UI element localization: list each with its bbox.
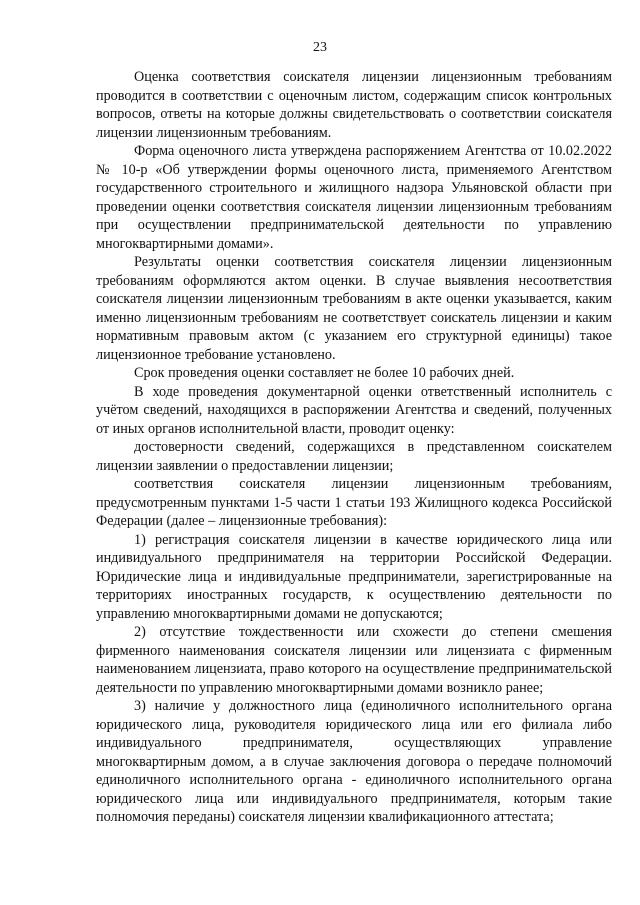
list-item-requirement-3: 3) наличие у должностного лица (единоличного исполнительного органа юридического лица, руководителя юридического лица или его филиала либо индивидуального предпринимателя, осуществляющих управление многоквартирным домом, а в случае заключения договора о передаче полномочий единоличного исполнительного органа - единоличного исполнительного органа юридического лица или индивидуального предпринимателя, которым такие полномочия переданы) соискателя лицензии квалификационного аттестата; — [96, 698, 612, 825]
paragraph-assessment-checklist: Оценка соответствия соискателя лицензии лицензионным требованиям проводится в соответствии с оценочным листом, содержащим список контрольных вопросов, ответы на которые должны свидетельствовать о соответствии соискателя лицензии лицензионным требованиям. — [96, 69, 612, 141]
paragraph-checklist-form: Форма оценочного листа утверждена распоряжением Агентства от 10.02.2022 № 10-р «Об утверждении формы оценочного листа, применяемого Агентством государственного строительного и жилищного надзора Ульяновской области при проведении оценки соответствия соискателя лицензии лицензионным требованиям при осуществлении предпринимательской деятельности по управлению многоквартирными домами». — [96, 143, 612, 252]
paragraph-reliability-check: достоверности сведений, содержащихся в представленном соискателем лицензии заявлении о предоставлении лицензии; — [96, 439, 612, 474]
list-item-requirement-1: 1) регистрация соискателя лицензии в качестве юридического лица или индивидуального предпринимателя на территории Российской Федерации. Юридические лица и индивидуальные предприниматели, зарегистрированные на территориях иностранных государств, к осуществлению деятельности по управлению многоквартирными домами не допускаются; — [96, 531, 612, 622]
page-number: 23 — [313, 40, 327, 55]
paragraph-documentary-assessment: В ходе проведения документарной оценки ответственный исполнитель с учётом сведений, находящихся в распоряжении Агентства и сведений, полученных от иных органов исполнительной власти, проводит оценку: — [96, 383, 612, 437]
paragraph-compliance-check: соответствия соискателя лицензии лицензионным требованиям, предусмотренным пунктами 1-5 части 1 статьи 193 Жилищного кодекса Российской Федерации (далее – лицензионные требования): — [96, 476, 612, 529]
paragraph-assessment-term: Срок проведения оценки составляет не более 10 рабочих дней. — [134, 365, 515, 381]
document-body — [96, 68, 612, 827]
paragraph-assessment-results: Результаты оценки соответствия соискателя лицензии лицензионным требованиям оформляются актом оценки. В случае выявления несоответствия соискателя лицензии лицензионным требованиям в акте оценки указывается, каким именно лицензионным требованиям не соответствует соискатель лицензии и каким нормативным правовым актом (с указанием его структурной единицы) такое лицензионное требование установлено. — [96, 254, 612, 363]
list-item-requirement-2: 2) отсутствие тождественности или схожести до степени смешения фирменного наименования соискателя лицензии или лицензиата с фирменным наименованием лицензиата, право которого на осуществление предпринимательской деятельности по управлению многоквартирными домами возникло ранее; — [96, 624, 612, 696]
